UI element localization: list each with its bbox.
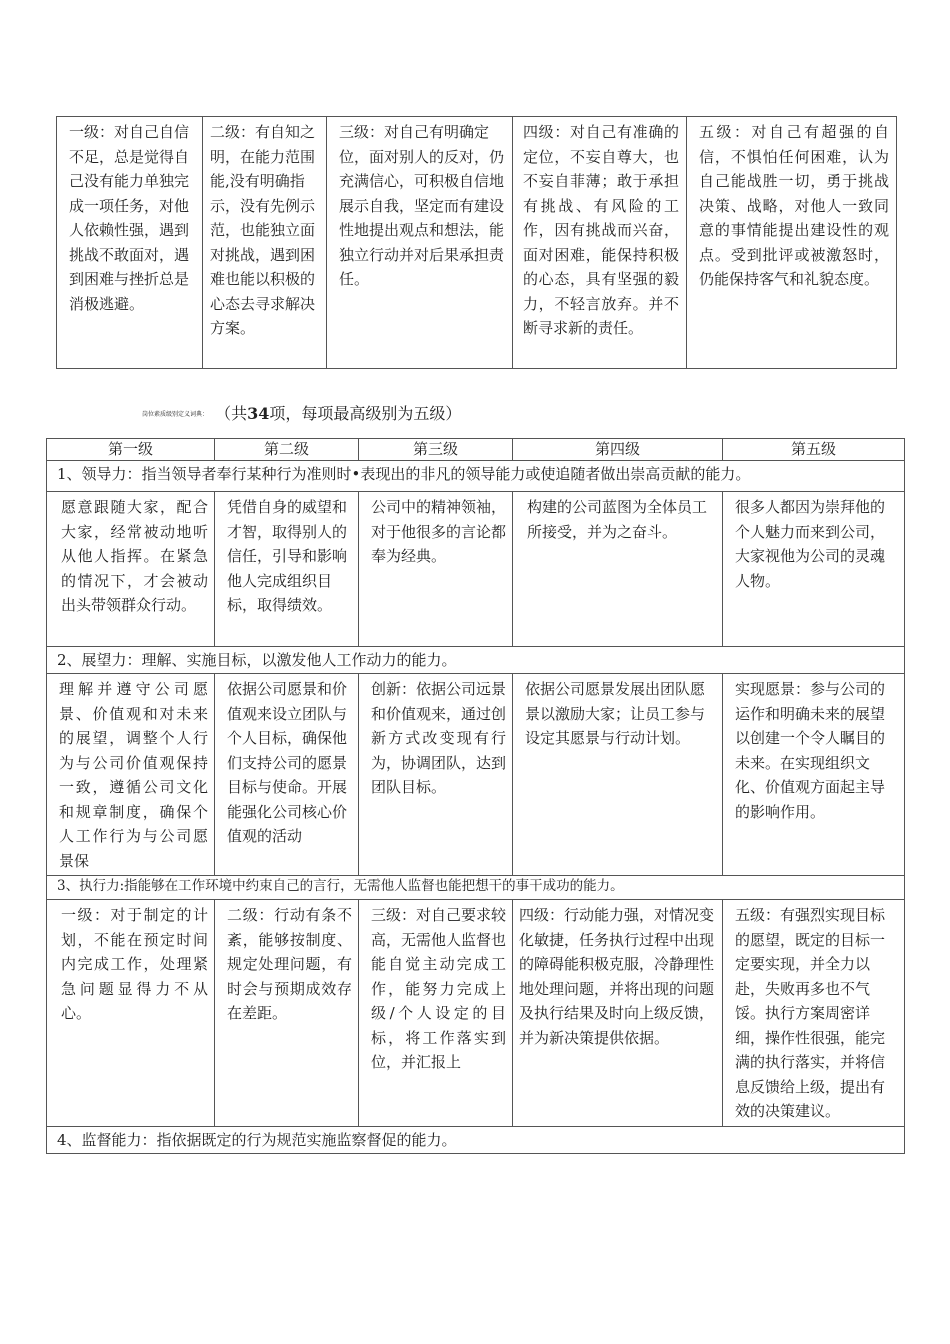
vision-level-1: 理解并遵守公司愿景、价值观和对未来的展望，调整个人行为与公司价值观保持一致，遵循公司文化和规章制度，确保个人工作行为与公司愿景保 xyxy=(47,674,215,876)
section-title-supervision: 4、监督能力：指依据既定的行为规范实施监察督促的能力。 xyxy=(47,1126,905,1153)
section-title-row xyxy=(47,1126,905,1153)
header-level-5: 第五级 xyxy=(723,439,905,461)
table-row xyxy=(57,117,897,369)
table-row xyxy=(47,674,905,876)
leadership-level-5: 很多人都因为崇拜他的个人魅力而来到公司，大家视他为公司的灵魂人物。 xyxy=(723,492,905,647)
caption-small-label: 岗位素质级别定义词典： xyxy=(142,410,209,418)
vision-level-2: 依据公司愿景和价值观来设立团队与个人目标，确保他们支持公司的愿景目标与使命。开展能强化公司核心价值观的活动 xyxy=(215,674,359,876)
table-row xyxy=(47,492,905,647)
section-title-leadership: 1、领导力：指当领导者奉行某种行为准则时•表现出的非凡的领导能力或使追随者做出崇高贡献的能力。 xyxy=(47,461,905,492)
vision-level-4: 依据公司愿景发展出团队愿景以激励大家；让员工参与设定其愿景与行动计划。 xyxy=(513,674,723,876)
header-row xyxy=(47,439,905,461)
leadership-level-1: 愿意跟随大家，配合大家，经常被动地听从他人指挥。在紧急的情况下，才会被动出头带领群众行动。 xyxy=(47,492,215,647)
leadership-level-3: 公司中的精神领袖，对于他很多的言论都奉为经典。 xyxy=(359,492,513,647)
header-level-4: 第四级 xyxy=(513,439,723,461)
level-5-cell: 五级：对自己有超强的自信，不惧怕任何困难，认为自己能战胜一切，勇于挑战决策、战略，对他人一致同意的事情能提出建设性的观点。受到批评或被激怒时，仍能保持客气和礼貌态度。 xyxy=(687,117,897,369)
caption-count: 34 xyxy=(247,404,270,423)
level-1-cell: 一级：对自己自信不足，总是觉得自己没有能力单独完成一项任务，对他人依赖性强，遇到挑战不敢面对，遇到困难与挫折总是消极逃避。 xyxy=(57,117,203,369)
section-title-vision: 2、展望力：理解、实施目标，以激发他人工作动力的能力。 xyxy=(47,647,905,674)
caption-open: （共 xyxy=(215,404,248,423)
top-level-table xyxy=(56,116,897,369)
execution-level-4: 四级：行动能力强，对情况变化敏捷，任务执行过程中出现的障碍能积极克服，冷静理性地处理问题，并将出现的问题及执行结果及时向上级反馈，并为新决策提供依据。 xyxy=(513,900,723,1127)
section-title-execution: 3、执行力:指能够在工作环境中约束自己的言行，无需他人监督也能把想干的事干成功的能力。 xyxy=(47,876,905,900)
execution-level-3: 三级：对自己要求较高，无需他人监督也能自觉主动完成工作，能努力完成上级/个人设定的目标，将工作落实到位，并汇报上 xyxy=(359,900,513,1127)
level-3-cell: 三级：对自己有明确定位，面对别人的反对，仍充满信心，可积极自信地展示自我，坚定而有建设性地提出观点和想法，能独立行动并对后果承担责任。 xyxy=(327,117,513,369)
caption-rest: 项，每项最高级别为五级） xyxy=(269,404,462,423)
execution-level-1: 一级：对于制定的计划，不能在预定时间内完成工作，处理紧急问题显得力不从心。 xyxy=(47,900,215,1127)
level-2-cell: 二级：有自知之明，在能力范围能,没有明确指示，没有先例示范，也能独立面对挑战，遇到困难也能以积极的心态去寻求解决方案。 xyxy=(203,117,327,369)
section-title-row xyxy=(47,647,905,674)
competency-table xyxy=(46,438,905,1154)
vision-level-5: 实现愿景：参与公司的运作和明确未来的展望以创建一个令人瞩目的未来。在实现组织文化、价值观方面起主导的影响作用。 xyxy=(723,674,905,876)
table-row xyxy=(47,900,905,1127)
header-level-2: 第二级 xyxy=(215,439,359,461)
execution-level-5: 五级：有强烈实现目标的愿望，既定的目标一定要实现，并全力以赴，失败再多也不气馁。执行方案周密详细，操作性很强，能完满的执行落实，并将信息反馈给上级，提出有效的决策建议。 xyxy=(723,900,905,1127)
level-4-cell: 四级：对自己有准确的定位，不妄自尊大，也不妄自菲薄；敢于承担有挑战、有风险的工作，因有挑战而兴奋，面对困难，能保持积极的心态，具有坚强的毅力，不轻言放弃。并不断寻求新的责任。 xyxy=(513,117,687,369)
header-level-3: 第三级 xyxy=(359,439,513,461)
header-level-1: 第一级 xyxy=(47,439,215,461)
leadership-level-2: 凭借自身的威望和才智，取得别人的信任，引导和影响他人完成组织目标，取得绩效。 xyxy=(215,492,359,647)
leadership-level-4: 构建的公司蓝图为全体员工所接受，并为之奋斗。 xyxy=(513,492,723,647)
execution-level-2: 二级：行动有条不紊，能够按制度、规定处理问题，有时会与预期成效存在差距。 xyxy=(215,900,359,1127)
vision-level-3: 创新：依据公司远景和价值观来，通过创新方式改变现有行为，协调团队，达到团队目标。 xyxy=(359,674,513,876)
table-caption xyxy=(142,404,461,425)
section-title-row xyxy=(47,461,905,492)
section-title-row xyxy=(47,876,905,900)
